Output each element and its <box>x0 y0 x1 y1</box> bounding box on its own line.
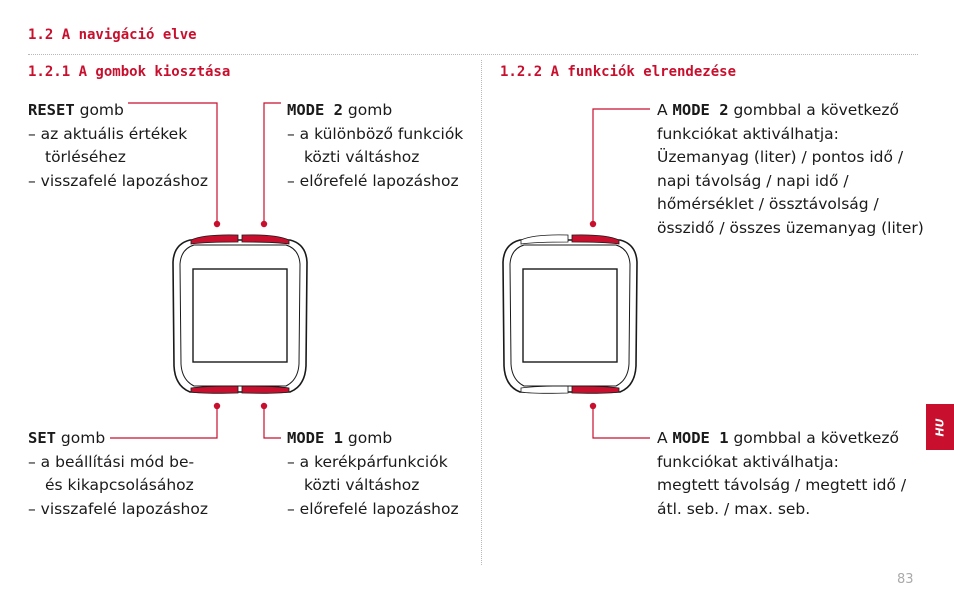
reset-label: RESET <box>28 101 75 119</box>
left-callout-dots <box>214 221 267 409</box>
mode2-functions-description: A MODE 2 gombbal a következő funkciókat aktiválhatja: Üzemanyag (liter) / pontos idő / napi távolság / napi idő / hőmérséklet / össztávolság / összidő / összes üzemanyag (liter) <box>657 101 924 237</box>
right-mode2-button-shape <box>572 235 619 244</box>
mode1-functions-description: A MODE 1 gombbal a következő funkciókat aktiválhatja: megtett távolság / megtett idő / átl. seb. / max. seb. <box>657 429 907 518</box>
reset-button-description: RESET gomb – az aktuális értékek törléséhez – visszafelé lapozáshoz <box>28 101 208 190</box>
section-title: 1.2 A navigáció elve <box>28 27 197 43</box>
left-column-title: 1.2.1 A gombok kiosztása <box>28 64 231 80</box>
mode1-label: MODE 1 <box>287 429 343 447</box>
set-button-description: SET gomb – a beállítási mód be- és kikapcsolásához – visszafelé lapozáshoz <box>28 429 208 518</box>
language-tab <box>926 404 954 450</box>
right-mode1-button-shape <box>572 386 619 393</box>
set-label: SET <box>28 429 56 447</box>
reset-button-shape <box>191 235 238 244</box>
mode2-button-shape <box>242 235 289 244</box>
left-device-illustration <box>173 235 307 393</box>
mode1-button-description: MODE 1 gomb – a kerékpárfunkciók közti váltáshoz – előrefelé lapozáshoz <box>287 429 459 518</box>
mode2-functions-label: MODE 2 <box>672 101 729 119</box>
mode1-button-shape <box>242 386 289 393</box>
mode1-functions-label: MODE 1 <box>672 429 729 447</box>
right-device-illustration <box>503 235 637 393</box>
right-callout-dots <box>590 221 596 409</box>
mode2-label: MODE 2 <box>287 101 343 119</box>
language-tab-label: HU <box>933 417 947 437</box>
mode2-button-description: MODE 2 gomb – a különböző funkciók közti váltáshoz – előrefelé lapozáshoz <box>287 101 464 190</box>
page-number: 83 <box>897 572 914 587</box>
right-column-title: 1.2.2 A funkciók elrendezése <box>500 64 737 80</box>
set-button-shape <box>191 386 238 393</box>
